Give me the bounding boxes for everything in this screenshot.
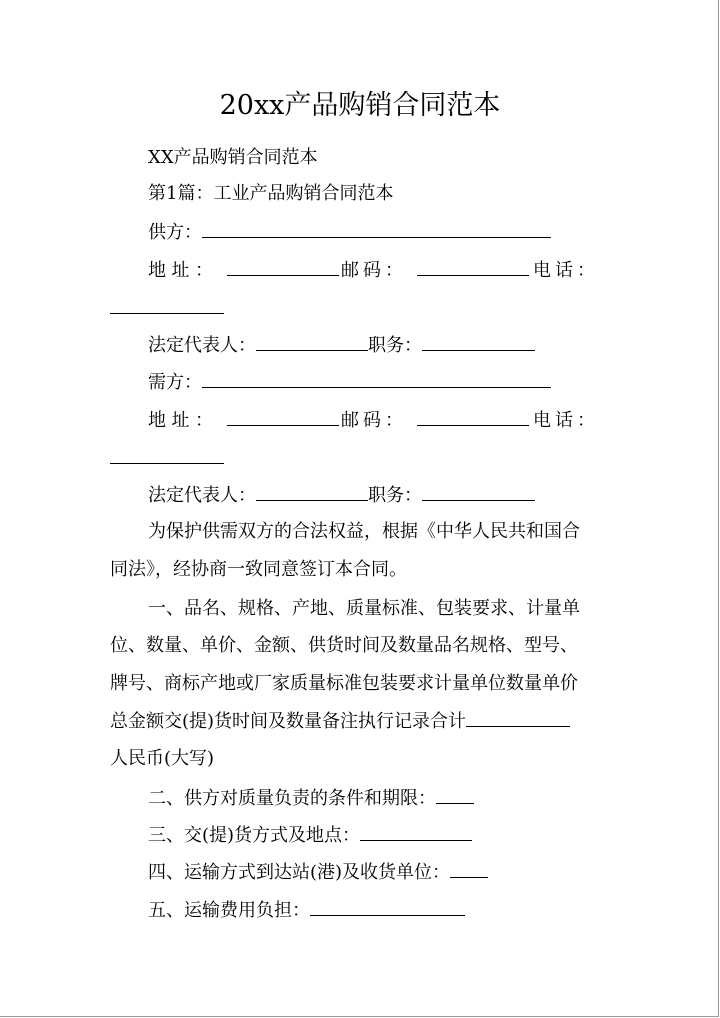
- supplier-duty-blank[interactable]: [422, 333, 535, 351]
- buyer-duty-label: 职务：: [368, 485, 422, 506]
- buyer-line: [110, 370, 613, 396]
- buyer-postcode-blank[interactable]: [417, 408, 529, 426]
- clause2-blank[interactable]: [436, 786, 474, 804]
- clause1-line-4-text: 总金额交(提)货时间及数量备注执行记录合计: [110, 711, 467, 732]
- supplier-duty-label: 职务：: [368, 335, 422, 356]
- buyer-phone-line: [110, 446, 613, 472]
- chapter-heading: 第1篇：工业产品购销合同范本: [148, 183, 394, 204]
- supplier-phone-label: 电 话 ：: [533, 260, 595, 281]
- clause3-text: 三、交(提)货方式及地点：: [148, 825, 361, 846]
- supplier-rep-line: [110, 333, 613, 359]
- clause1-line-5: 人民币(大写): [110, 748, 215, 769]
- intro-line-1: 为保护供需双方的合法权益，根据《中华人民共和国合: [148, 521, 580, 542]
- buyer-phone-label: 电 话 ：: [533, 410, 595, 431]
- clause4-blank[interactable]: [450, 860, 488, 878]
- document-title: 20xx产品购销合同范本: [219, 90, 501, 121]
- supplier-postcode-blank[interactable]: [417, 258, 529, 276]
- clause5-text: 五、运输费用负担：: [148, 900, 310, 921]
- supplier-address-blank[interactable]: [227, 258, 339, 276]
- supplier-rep-label: 法定代表人：: [148, 335, 256, 356]
- buyer-rep-line: [110, 483, 613, 509]
- supplier-blank[interactable]: [202, 220, 551, 238]
- supplier-rep-blank[interactable]: [256, 333, 368, 351]
- clause3-blank[interactable]: [360, 823, 472, 841]
- clause1-line-4: [110, 709, 613, 735]
- subtitle: XX产品购销合同范本: [148, 147, 318, 168]
- clause3-line: [110, 823, 613, 849]
- supplier-address-label: 地 址 ：: [148, 260, 213, 281]
- buyer-duty-blank[interactable]: [422, 483, 535, 501]
- buyer-address-blank[interactable]: [227, 408, 339, 426]
- buyer-label: 需方：: [148, 372, 202, 393]
- supplier-phone-blank[interactable]: [110, 296, 224, 314]
- buyer-rep-blank[interactable]: [256, 483, 368, 501]
- clause1-total-blank[interactable]: [466, 709, 570, 727]
- clause4-line: [110, 860, 613, 886]
- clause1-line-1: 一、品名、规格、产地、质量标准、包装要求、计量单: [148, 598, 580, 619]
- buyer-phone-blank[interactable]: [110, 446, 224, 464]
- buyer-address-row: [110, 408, 613, 434]
- supplier-phone-line: [110, 296, 613, 322]
- clause1-line-2: 位、数量、单价、金额、供货时间及数量品名规格、型号、: [110, 635, 578, 656]
- buyer-address-label: 地 址 ：: [148, 410, 213, 431]
- clause2-text: 二、供方对质量负责的条件和期限：: [148, 788, 436, 809]
- supplier-label: 供方：: [148, 222, 202, 243]
- buyer-postcode-label: 邮 码 ：: [341, 410, 403, 431]
- supplier-postcode-label: 邮 码 ：: [341, 260, 403, 281]
- clause1-line-3: 牌号、商标产地或厂家质量标准包装要求计量单位数量单价: [110, 673, 578, 694]
- buyer-blank[interactable]: [202, 370, 551, 388]
- clause5-blank[interactable]: [310, 898, 465, 916]
- clause2-line: [110, 786, 613, 812]
- intro-line-2: 同法》，经协商一致同意签订本合同。: [110, 559, 407, 580]
- supplier-line: [110, 220, 613, 246]
- buyer-rep-label: 法定代表人：: [148, 485, 256, 506]
- clause5-line: [110, 898, 613, 924]
- clause4-text: 四、运输方式到达站(港)及收货单位：: [148, 862, 451, 883]
- supplier-address-row: [110, 258, 613, 284]
